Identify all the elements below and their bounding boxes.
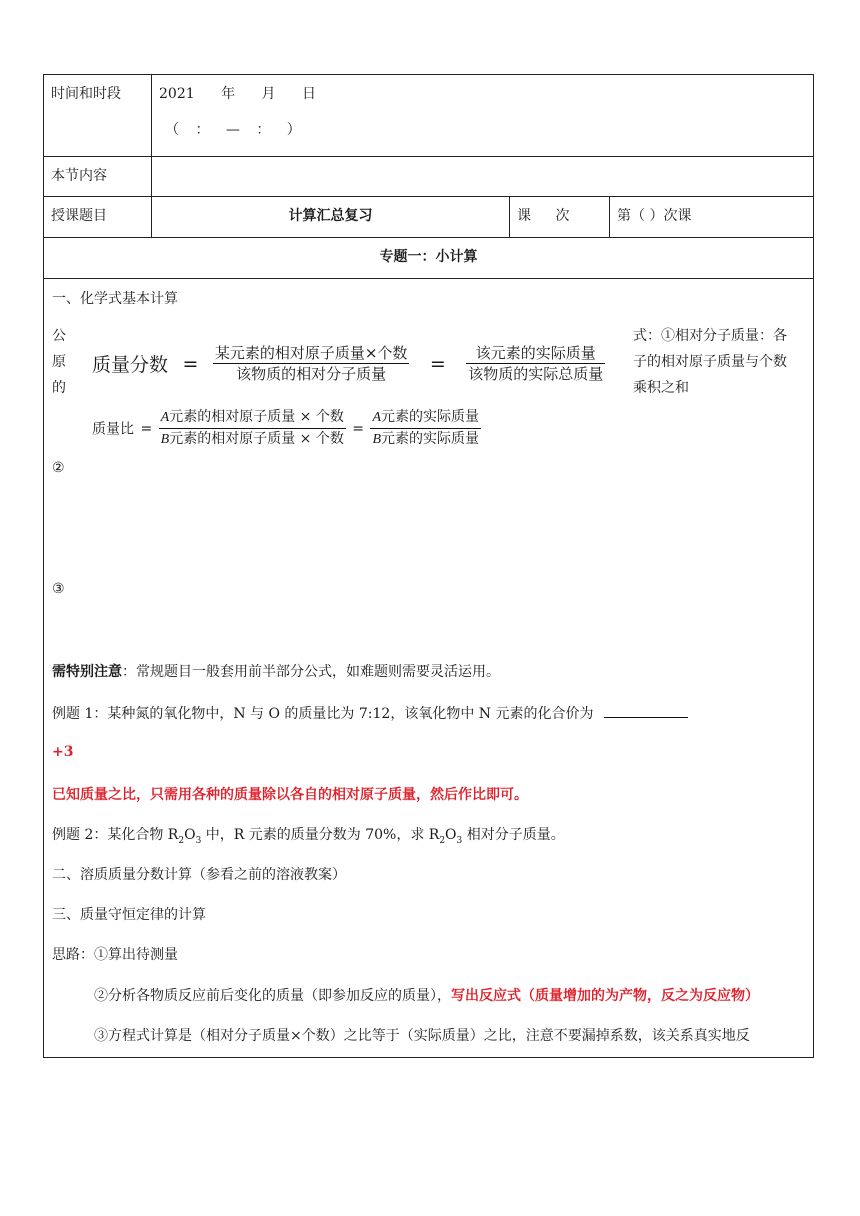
element-b-symbol-2: B xyxy=(372,432,382,447)
session-label: 课 次 xyxy=(510,197,610,238)
content-label: 本节内容 xyxy=(44,157,152,197)
subscript-3: 3 xyxy=(195,835,202,846)
mass-ratio-frac2 xyxy=(370,407,481,450)
marker-2: ② xyxy=(52,460,65,476)
mass-fraction-eq2: = xyxy=(429,352,446,375)
mass-fraction-frac2 xyxy=(466,343,605,384)
mass-fraction-den1: 该物质的相对分子质量 xyxy=(236,365,387,383)
example1-answer: +3 xyxy=(52,744,74,760)
left-char-2: 原 xyxy=(52,354,66,370)
topic-value: 计算汇总复习 xyxy=(152,197,510,238)
note-text: ：常规题目一般套用前半部分公式，如难题则需要灵活运用。 xyxy=(122,664,500,680)
mass-ratio-eq2: = xyxy=(352,420,365,437)
example2-mid: 中，R 元素的质量分数为 70%，求 R xyxy=(201,827,440,843)
date-text: 2021 年 月 日 xyxy=(159,86,316,102)
time-row xyxy=(44,75,814,157)
subscript-2: 2 xyxy=(178,835,185,846)
content-area xyxy=(44,279,814,1058)
mass-ratio-den2 xyxy=(370,429,481,450)
oxygen-symbol: O xyxy=(184,827,196,843)
mass-fraction-label: 质量分数 xyxy=(92,354,169,376)
session-value: 第（ ）次课 xyxy=(610,197,814,238)
example2-pre: 例题 2：某化合物 R xyxy=(52,827,179,843)
mass-fraction-formula xyxy=(92,343,605,384)
topic-row xyxy=(44,197,814,238)
step-1: 思路：①算出待测量 xyxy=(52,947,178,963)
mass-fraction-num1: 某元素的相对原子质量×个数 xyxy=(214,344,408,362)
content-area-row xyxy=(44,279,814,1058)
example2-question xyxy=(52,824,565,846)
part2-heading: 二、溶质质量分数计算（参看之前的溶液教案） xyxy=(52,867,346,883)
mass-fraction-den2: 该物质的实际总质量 xyxy=(468,365,604,383)
mass-ratio-formula xyxy=(92,407,481,450)
part3-heading: 三、质量守恒定律的计算 xyxy=(52,907,206,923)
mass-ratio-eq1: = xyxy=(140,420,153,437)
special-note xyxy=(52,661,500,681)
subscript-2b: 2 xyxy=(439,835,446,846)
time-cell xyxy=(152,75,814,157)
mass-ratio-num1-text: 元素的相对原子质量 × 个数 xyxy=(169,409,344,425)
note-bold: 需特别注意 xyxy=(52,664,122,680)
mass-ratio-den2-text: 元素的实际质量 xyxy=(381,431,480,447)
step-2 xyxy=(94,985,759,1005)
mass-ratio-num2-text: 元素的实际质量 xyxy=(381,409,480,425)
mass-ratio-den1-text: 元素的相对原子质量 × 个数 xyxy=(169,431,344,447)
part1-heading: 一、化学式基本计算 xyxy=(52,291,178,307)
answer-blank xyxy=(604,703,688,718)
element-a-symbol: A xyxy=(160,410,170,425)
time-label: 时间和时段 xyxy=(44,75,152,157)
mass-fraction-frac1 xyxy=(213,343,410,384)
section-title-row xyxy=(44,238,814,279)
example1-hint: 已知质量之比，只需用各种的质量除以各自的相对原子质量，然后作比即可。 xyxy=(52,787,528,803)
subscript-3b: 3 xyxy=(456,835,463,846)
right-text-1: 式：①相对分子质量：各 xyxy=(633,328,787,344)
topic-label: 授课题目 xyxy=(44,197,152,238)
example1-question xyxy=(52,703,688,723)
right-text-3: 乘积之和 xyxy=(633,380,689,396)
mass-fraction-num2: 该元素的实际质量 xyxy=(466,343,605,364)
mass-ratio-label: 质量比 xyxy=(92,421,134,438)
marker-3: ③ xyxy=(52,581,65,597)
right-text-2: 子的相对原子质量与个数 xyxy=(633,354,787,370)
mass-ratio-frac1 xyxy=(159,407,346,450)
mass-ratio-den1 xyxy=(159,429,346,450)
step-2-highlight: 写出反应式（质量增加的为产物，反之为反应物） xyxy=(451,988,759,1004)
example2-post: 相对分子质量。 xyxy=(462,827,565,843)
section-title: 专题一：小计算 xyxy=(44,238,814,279)
left-char-1: 公 xyxy=(52,328,66,344)
oxygen-symbol-2: O xyxy=(445,827,457,843)
mass-ratio-num1 xyxy=(159,407,346,429)
content-row xyxy=(44,157,814,197)
step-2-text: ②分析各物质反应前后变化的质量（即参加反应的质量）， xyxy=(94,988,451,1004)
mass-fraction-eq1: = xyxy=(182,352,199,375)
element-b-symbol: B xyxy=(160,432,170,447)
content-value xyxy=(152,157,814,197)
left-char-3: 的 xyxy=(52,380,66,396)
element-a-symbol-2: A xyxy=(372,410,382,425)
time-range: （ ： — ： ） xyxy=(165,122,301,138)
example1-text: 例题 1：某种氮的氧化物中，N 与 O 的质量比为 7:12，该氧化物中 N 元素的化合价为 xyxy=(52,706,594,722)
mass-ratio-num2 xyxy=(370,407,481,429)
step-3: ③方程式计算是（相对分子质量×个数）之比等于（实际质量）之比，注意不要漏掉系数，该关系真实地反 xyxy=(94,1028,750,1044)
lesson-plan-table xyxy=(43,74,814,1058)
